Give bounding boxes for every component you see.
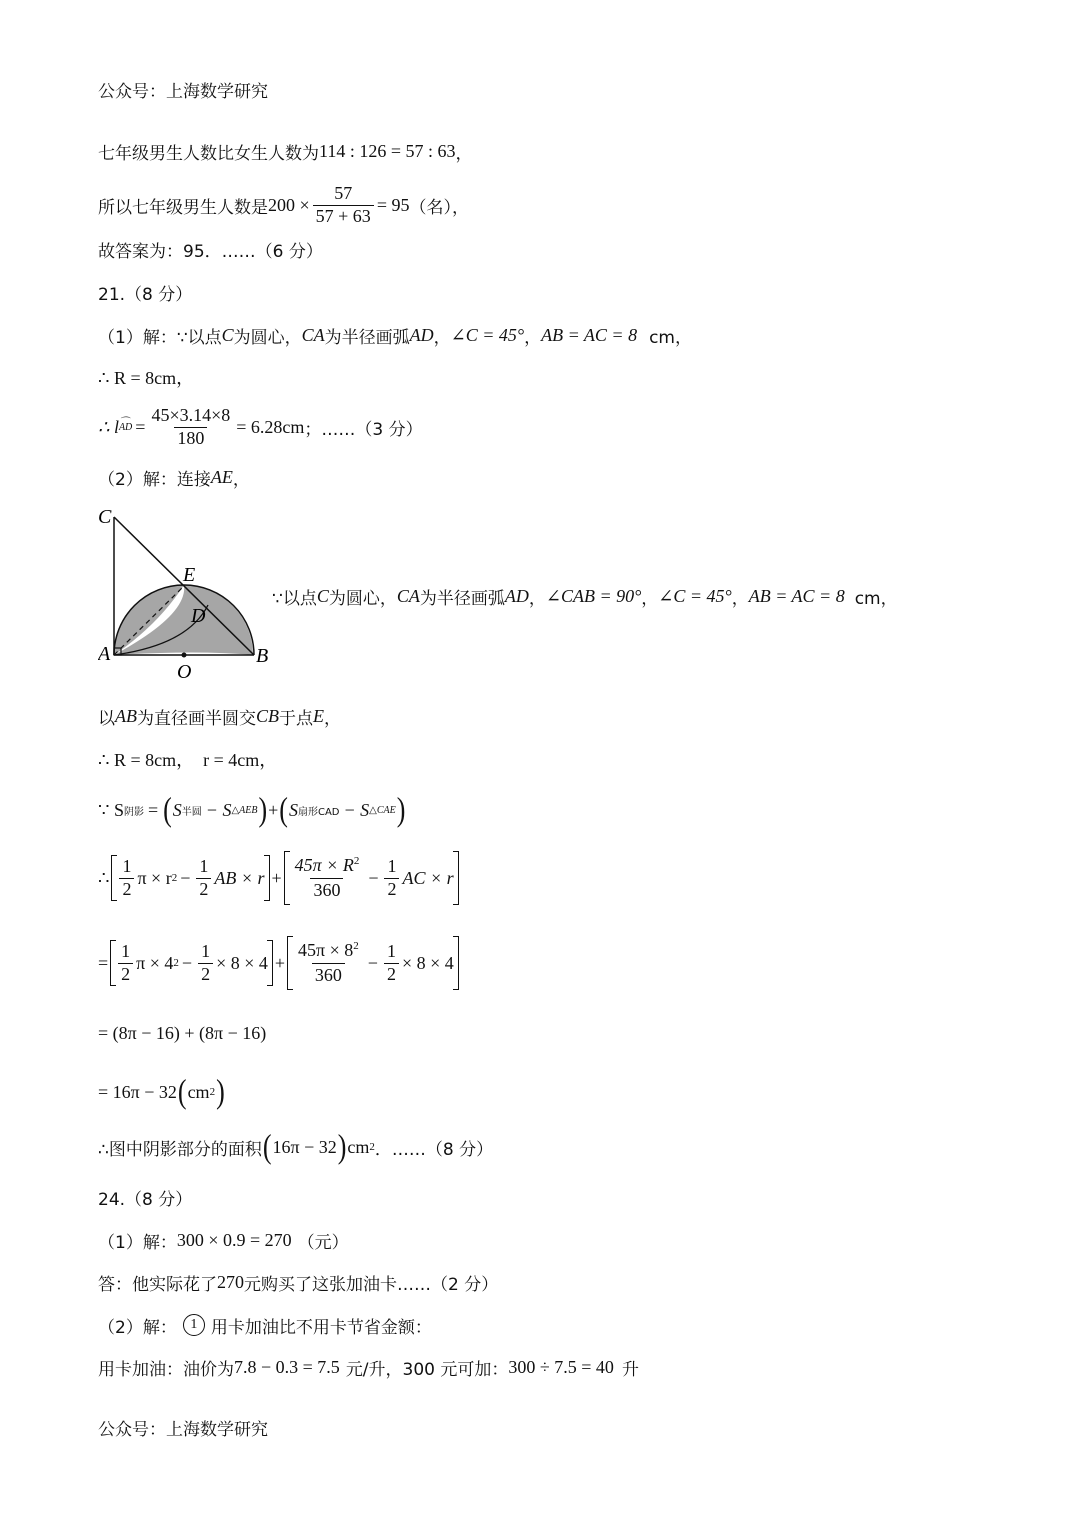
- label-e: E: [183, 564, 196, 586]
- center-point-o: [182, 653, 187, 658]
- bracket-4: $\frac{45\pi \times 8^2}{360}$ − $\frac{1}{2}$ × 8 × 4: [287, 936, 459, 990]
- formula-step-2: = $\frac{1}{2}$ π × 4 2 − $\frac{1}{2}$ × 8 × 4 + $\frac{45\pi \times 8^2}{360}$ − $\frac{1}{2}$ × 8 × 4: [98, 935, 461, 991]
- semicircle-line: 以 AB 为直径画半圆交 CB 于点 E ，: [98, 705, 342, 729]
- count-fraction: $\frac{57}{57 + 63}$: [313, 184, 374, 227]
- shaded-area-formula: ∵ S 阴影 = ( S 半圆 − S △AEB ) + ( S 扇形CAD − S △CAE ): [98, 790, 406, 829]
- answer-line: 故答案为：95．……（6 分）: [98, 241, 323, 262]
- page-footer: 公众号：上海数学研究: [98, 1419, 268, 1440]
- page-header: 公众号：上海数学研究: [98, 81, 268, 102]
- geometry-figure: [98, 505, 273, 685]
- formula-step-4: = 16π − 32 ( cm 2 ): [98, 1072, 225, 1111]
- card-price-line: 用卡加油：油价为 7.8 − 0.3 = 7.5 元/升，300 元可加： 300 ÷ 7.5 = 40 升: [98, 1356, 639, 1380]
- bracket-3: $\frac{1}{2}$ π × 4 2 − $\frac{1}{2}$ × 8 × 4: [110, 940, 273, 987]
- arc-length-fraction: $\frac{45\times 3.14\times 8}{180}$: [151, 404, 231, 448]
- p24-part1-line: （1）解： 300 × 0.9 = 270 （元）: [98, 1229, 349, 1253]
- radii-line: ∴ R = 8cm， r = 4cm，: [98, 750, 278, 770]
- problem-21-title: 21.（8 分）: [98, 284, 193, 305]
- p24-answer-line: 答：他实际花了 270 元购买了这张加油卡……（2 分）: [98, 1271, 499, 1295]
- problem-24-title: 24.（8 分）: [98, 1189, 193, 1210]
- circled-number-1: 1: [183, 1314, 205, 1336]
- count-line: 所以七年级男生人数是 200 × $\frac{57}{57 + 63}$ = 95 （名），: [98, 182, 469, 226]
- p24-part2-line: （2）解： 1 用卡加油比不用卡节省金额：: [98, 1310, 432, 1340]
- formula-step-1: ∴ $\frac{1}{2}$ π × r 2 − $\frac{1}{2}$ AB × r + $\frac{45\pi \times R^2}{360}$ − $\frac{1}{2}$ AC × r: [98, 850, 461, 906]
- figure-caption-line: ∵以点 C 为圆心， CA 为半径画弧 AD ， ∠CAB = 90° ， ∠C = 45° ， AB = AC = 8 cm，: [272, 585, 898, 609]
- p21-part2-line: （2）解：连接 AE ，: [98, 466, 250, 490]
- formula-step-3: = (8π − 16) + (8π − 16): [98, 1022, 267, 1043]
- p21-part1-line: （1）解：∵以点 C 为圆心， CA 为半径画弧 AD ， ∠C = 45° ， AB = AC = 8 cm，: [98, 324, 692, 348]
- label-b: B: [256, 645, 269, 667]
- label-o: O: [177, 661, 192, 683]
- ratio-line: 七年级男生人数比女生人数为 114 : 126 = 57 : 63 ，: [98, 140, 473, 164]
- radius-line: ∴ R = 8cm，: [98, 368, 195, 388]
- arc-length-line: ∴ l ⌒ AD = $\frac{45\times 3.14\times 8}{180}$ = 6.28cm ；……（3 分）: [98, 406, 423, 448]
- bracket-1: $\frac{1}{2}$ π × r 2 − $\frac{1}{2}$ AB × r: [111, 855, 269, 902]
- label-d: D: [191, 605, 206, 627]
- label-c: C: [98, 506, 112, 528]
- conclusion-line: ∴图中阴影部分的面积 ( 16π − 32 ) cm 2 ．……（8 分）: [98, 1127, 494, 1166]
- bracket-2: $\frac{45\pi \times R^2}{360}$ − $\frac{1}{2}$ AC × r: [284, 851, 459, 905]
- label-a: A: [98, 643, 111, 665]
